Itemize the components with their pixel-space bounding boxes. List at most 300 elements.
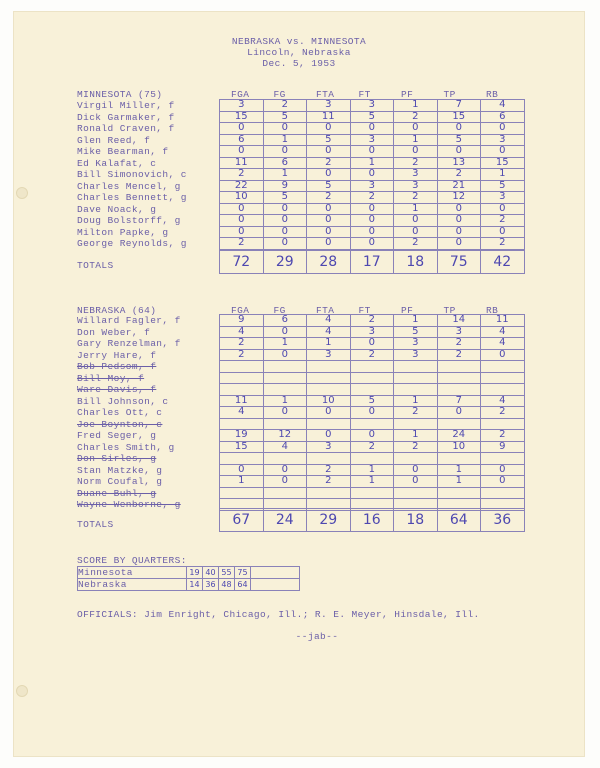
column-header-fga: FGA [231,305,250,316]
stat-fta: 4 [307,315,351,327]
player-name: Jerry Hare, f [77,349,157,361]
player-name: Ware Davis, f [77,384,157,395]
stat-tp: 3 [437,326,481,338]
stat-rb [481,361,525,373]
stat-ft [350,372,394,384]
player-name: Charles Smith, g [77,441,175,453]
table-row [220,464,525,476]
table-row [220,226,525,238]
stat-fta: 0 [307,203,351,215]
total-fta: 29 [307,509,351,532]
stat-tp [437,372,481,384]
stat-rb: 0 [481,226,525,238]
table-row [220,384,525,396]
table-row [220,349,525,361]
empty-cell [251,579,300,591]
stat-ft [350,384,394,396]
stat-ft: 3 [350,134,394,146]
total-pf: 18 [394,251,438,274]
stat-fg [263,453,307,465]
column-header-fta: FTA [316,89,335,100]
table-row [220,180,525,192]
stat-ft: 3 [350,180,394,192]
stat-fta [307,361,351,373]
stat-fta: 3 [307,100,351,112]
stat-pf: 2 [394,157,438,169]
stat-pf: 1 [394,203,438,215]
stat-fga: 0 [220,123,264,135]
stat-ft: 0 [350,146,394,158]
table-row [220,395,525,407]
stat-fta: 2 [307,476,351,488]
stat-tp: 13 [437,157,481,169]
stat-ft: 5 [350,111,394,123]
stat-pf: 0 [394,476,438,488]
quarters-row [78,567,300,579]
column-header-pf: PF [401,305,414,316]
stat-pf: 3 [394,349,438,361]
table-row [220,192,525,204]
stat-pf: 0 [394,464,438,476]
total-fg: 29 [263,251,307,274]
stat-tp: 0 [437,123,481,135]
quarter-score: 40 [203,567,219,579]
stat-fga: 19 [220,430,264,442]
player-name: Charles Ott, c [77,407,163,418]
player-name: Wayne Wenborne, g [77,499,181,510]
minnesota-heading: MINNESOTA (75) [77,89,163,100]
stat-rb: 4 [481,338,525,350]
minnesota-stats-table [219,99,525,250]
stat-fga: 0 [220,215,264,227]
stat-tp [437,418,481,430]
quarter-score: 14 [187,579,203,591]
stat-fg [263,361,307,373]
table-row [220,326,525,338]
table-row [220,111,525,123]
stat-tp: 14 [437,315,481,327]
stat-fga: 2 [220,338,264,350]
table-row [220,146,525,158]
stat-fta [307,418,351,430]
stat-fta [307,372,351,384]
stat-fg: 0 [263,326,307,338]
stat-tp [437,384,481,396]
stat-fg: 4 [263,441,307,453]
player-name: Stan Matzke, g [77,464,163,476]
stat-fta: 0 [307,238,351,250]
stat-pf [394,361,438,373]
stat-fga: 9 [220,315,264,327]
stat-fg: 0 [263,203,307,215]
stat-fg [263,487,307,499]
table-row [220,372,525,384]
stat-ft: 0 [350,338,394,350]
punch-hole [16,187,28,199]
stat-fga: 2 [220,169,264,181]
total-ft: 16 [350,509,394,532]
stat-pf: 2 [394,407,438,419]
column-header-fga: FGA [231,89,250,100]
stat-fg: 0 [263,215,307,227]
stat-fg: 0 [263,349,307,361]
stat-fg: 0 [263,476,307,488]
stat-ft: 2 [350,349,394,361]
stat-rb: 0 [481,349,525,361]
player-name: Charles Mencel, g [77,180,181,192]
table-row [220,430,525,442]
column-header-fg: FG [273,89,286,100]
nebraska-totals-row [219,508,525,532]
stat-fg: 12 [263,430,307,442]
stat-rb [481,418,525,430]
stat-rb: 2 [481,215,525,227]
stat-ft: 0 [350,203,394,215]
stat-tp [437,487,481,499]
stat-pf [394,487,438,499]
stat-pf: 0 [394,123,438,135]
table-row [220,338,525,350]
total-rb: 42 [481,251,525,274]
stat-fg: 0 [263,238,307,250]
player-name: Don Sirles, g [77,453,157,464]
stat-fga: 15 [220,441,264,453]
player-name: Fred Seger, g [77,430,157,441]
stat-pf: 2 [394,238,438,250]
player-name: Bill Moy, f [77,372,145,384]
nebraska-heading: NEBRASKA (64) [77,305,157,316]
stat-tp: 2 [437,169,481,181]
stat-fga: 0 [220,203,264,215]
stat-fta: 0 [307,169,351,181]
stat-fta: 3 [307,441,351,453]
stat-rb: 15 [481,157,525,169]
stat-ft: 5 [350,395,394,407]
stat-ft: 2 [350,441,394,453]
stat-fta: 0 [307,407,351,419]
typist-initials: --jab-- [295,631,339,642]
stat-ft: 2 [350,192,394,204]
total-fta: 28 [307,251,351,274]
stat-tp [437,361,481,373]
stat-fta: 4 [307,326,351,338]
stat-fga: 10 [220,192,264,204]
stat-ft: 0 [350,169,394,181]
stat-fg: 1 [263,338,307,350]
minnesota-totals-label: TOTALS [77,260,114,271]
stat-fga: 11 [220,395,264,407]
stat-fga: 3 [220,100,264,112]
stat-rb: 1 [481,169,525,181]
stat-rb: 0 [481,203,525,215]
stat-fga: 6 [220,134,264,146]
stat-ft: 0 [350,407,394,419]
stat-rb: 6 [481,111,525,123]
player-name: Bill Simonovich, c [77,169,187,180]
table-row [220,476,525,488]
stat-ft: 0 [350,123,394,135]
table-row [220,441,525,453]
stat-ft: 1 [350,476,394,488]
stat-fta: 2 [307,464,351,476]
stat-tp: 0 [437,226,481,238]
quarters-table [77,566,300,591]
quarter-score: 36 [203,579,219,591]
table-row [220,315,525,327]
stat-pf: 1 [394,134,438,146]
player-name: Doug Bolstorff, g [77,215,181,226]
stat-tp: 10 [437,441,481,453]
column-header-fta: FTA [316,305,335,316]
stat-pf: 2 [394,192,438,204]
stat-fta [307,453,351,465]
player-name: Bob Pedsom, f [77,361,157,372]
punch-hole [16,685,28,697]
table-row [220,123,525,135]
player-name: Gary Renzelman, f [77,338,181,349]
stat-fga [220,361,264,373]
minnesota-totals-row [219,250,525,274]
stat-ft: 3 [350,326,394,338]
quarters-team: Minnesota [78,567,187,579]
stat-pf: 3 [394,169,438,181]
player-name: Willard Fagler, f [77,315,181,326]
column-header-rb: RB [486,305,499,316]
column-header-rb: RB [486,89,499,100]
total-fga: 67 [220,509,264,532]
stat-rb: 3 [481,192,525,204]
stat-pf: 1 [394,395,438,407]
total-fg: 24 [263,509,307,532]
stat-fg [263,418,307,430]
stat-fga [220,453,264,465]
stat-rb [481,372,525,384]
player-name: Ronald Craven, f [77,123,175,134]
quarter-score: 48 [219,579,235,591]
stat-ft [350,418,394,430]
player-name: Charles Bennett, g [77,192,187,203]
stat-rb: 0 [481,476,525,488]
stat-fg: 0 [263,464,307,476]
stat-pf: 1 [394,430,438,442]
stat-rb: 4 [481,326,525,338]
stat-rb [481,384,525,396]
stat-rb: 0 [481,146,525,158]
game-date: Dec. 5, 1953 [262,58,336,69]
stat-fga: 0 [220,464,264,476]
stat-fta: 0 [307,146,351,158]
quarter-score: 75 [235,567,251,579]
stat-fta: 0 [307,215,351,227]
stat-pf: 0 [394,146,438,158]
stat-fta: 1 [307,338,351,350]
stat-tp: 0 [437,215,481,227]
stat-rb: 2 [481,238,525,250]
stat-fga [220,487,264,499]
score-sheet [14,12,584,756]
stat-fga: 2 [220,349,264,361]
totals-row [220,509,525,532]
totals-row [220,251,525,274]
column-header-tp: TP [443,89,456,100]
stat-ft: 1 [350,157,394,169]
stat-fta: 10 [307,395,351,407]
stat-ft [350,487,394,499]
quarter-score: 19 [187,567,203,579]
stat-fta: 11 [307,111,351,123]
stat-pf: 1 [394,315,438,327]
stat-fta: 2 [307,157,351,169]
stat-pf [394,372,438,384]
stat-fg: 0 [263,123,307,135]
stat-tp: 21 [437,180,481,192]
matchup-title: NEBRASKA vs. MINNESOTA [231,36,367,47]
stat-fg [263,384,307,396]
player-name: Joe Boynton, c [77,418,163,430]
stat-pf [394,453,438,465]
stat-fga: 4 [220,326,264,338]
stat-rb: 2 [481,407,525,419]
table-row [220,407,525,419]
stat-tp: 0 [437,407,481,419]
total-fga: 72 [220,251,264,274]
player-name: Norm Coufal, g [77,476,163,487]
quarters-row [78,579,300,591]
stat-fta: 0 [307,123,351,135]
location: Lincoln, Nebraska [247,47,351,58]
stat-ft: 0 [350,430,394,442]
table-row [220,418,525,430]
total-ft: 17 [350,251,394,274]
stat-fg: 9 [263,180,307,192]
stat-pf: 0 [394,226,438,238]
table-row [220,169,525,181]
column-header-ft: FT [358,89,371,100]
quarter-score: 55 [219,567,235,579]
stat-pf: 2 [394,111,438,123]
stat-pf: 3 [394,180,438,192]
stat-tp: 12 [437,192,481,204]
table-row [220,157,525,169]
stat-fga: 22 [220,180,264,192]
stat-fg: 0 [263,146,307,158]
stat-rb: 3 [481,134,525,146]
stat-tp: 7 [437,100,481,112]
nebraska-totals-label: TOTALS [77,519,114,530]
stat-ft: 2 [350,315,394,327]
stat-fg: 0 [263,407,307,419]
stat-fga: 0 [220,146,264,158]
stat-tp: 7 [437,395,481,407]
stat-ft: 0 [350,226,394,238]
table-row [220,215,525,227]
stat-fta [307,384,351,396]
stat-fta: 0 [307,226,351,238]
stat-ft [350,453,394,465]
stat-fta: 5 [307,134,351,146]
stat-pf [394,418,438,430]
player-name: Mike Bearman, f [77,146,169,157]
quarters-team: Nebraska [78,579,187,591]
player-name: Dick Garmaker, f [77,111,175,123]
stat-pf: 0 [394,215,438,227]
player-name: Don Weber, f [77,326,151,338]
stat-rb: 4 [481,395,525,407]
player-name: Duane Buhl, g [77,487,157,499]
stat-rb: 9 [481,441,525,453]
stat-tp: 0 [437,146,481,158]
player-name: Glen Reed, f [77,134,151,146]
column-header-pf: PF [401,89,414,100]
stat-rb: 5 [481,180,525,192]
stat-fg: 5 [263,192,307,204]
stat-pf: 2 [394,441,438,453]
stat-tp: 5 [437,134,481,146]
stat-tp: 0 [437,238,481,250]
total-tp: 64 [437,509,481,532]
stat-fga: 11 [220,157,264,169]
stat-fga: 15 [220,111,264,123]
stat-rb: 0 [481,464,525,476]
stat-fg: 1 [263,169,307,181]
player-name: Dave Noack, g [77,203,157,215]
stat-fta: 2 [307,192,351,204]
stat-tp: 2 [437,349,481,361]
stat-rb: 2 [481,430,525,442]
total-pf: 18 [394,509,438,532]
column-header-tp: TP [443,305,456,316]
stat-fg [263,372,307,384]
total-tp: 75 [437,251,481,274]
stat-fga [220,384,264,396]
stat-rb: 11 [481,315,525,327]
player-name: Milton Papke, g [77,226,169,238]
stat-rb [481,487,525,499]
stat-tp: 15 [437,111,481,123]
stat-fga: 1 [220,476,264,488]
stat-fga: 4 [220,407,264,419]
stat-tp [437,453,481,465]
quarter-score: 64 [235,579,251,591]
stat-fg: 6 [263,157,307,169]
stat-fta: 5 [307,180,351,192]
stat-fga [220,372,264,384]
table-row [220,487,525,499]
nebraska-stats-table [219,314,525,511]
stat-fta [307,487,351,499]
stat-ft: 0 [350,215,394,227]
column-header-fg: FG [273,305,286,316]
stat-rb: 0 [481,123,525,135]
total-rb: 36 [481,509,525,532]
stat-ft [350,361,394,373]
stat-fg: 1 [263,395,307,407]
stat-fg: 6 [263,315,307,327]
stat-fga: 2 [220,238,264,250]
stat-pf: 5 [394,326,438,338]
stat-rb [481,453,525,465]
column-header-ft: FT [358,305,371,316]
stat-fta: 0 [307,430,351,442]
player-name: Bill Johnson, c [77,395,169,407]
table-row [220,203,525,215]
stat-tp: 0 [437,203,481,215]
stat-rb: 4 [481,100,525,112]
stat-fg: 2 [263,100,307,112]
stat-ft: 3 [350,100,394,112]
stat-tp: 2 [437,338,481,350]
stat-ft: 1 [350,464,394,476]
